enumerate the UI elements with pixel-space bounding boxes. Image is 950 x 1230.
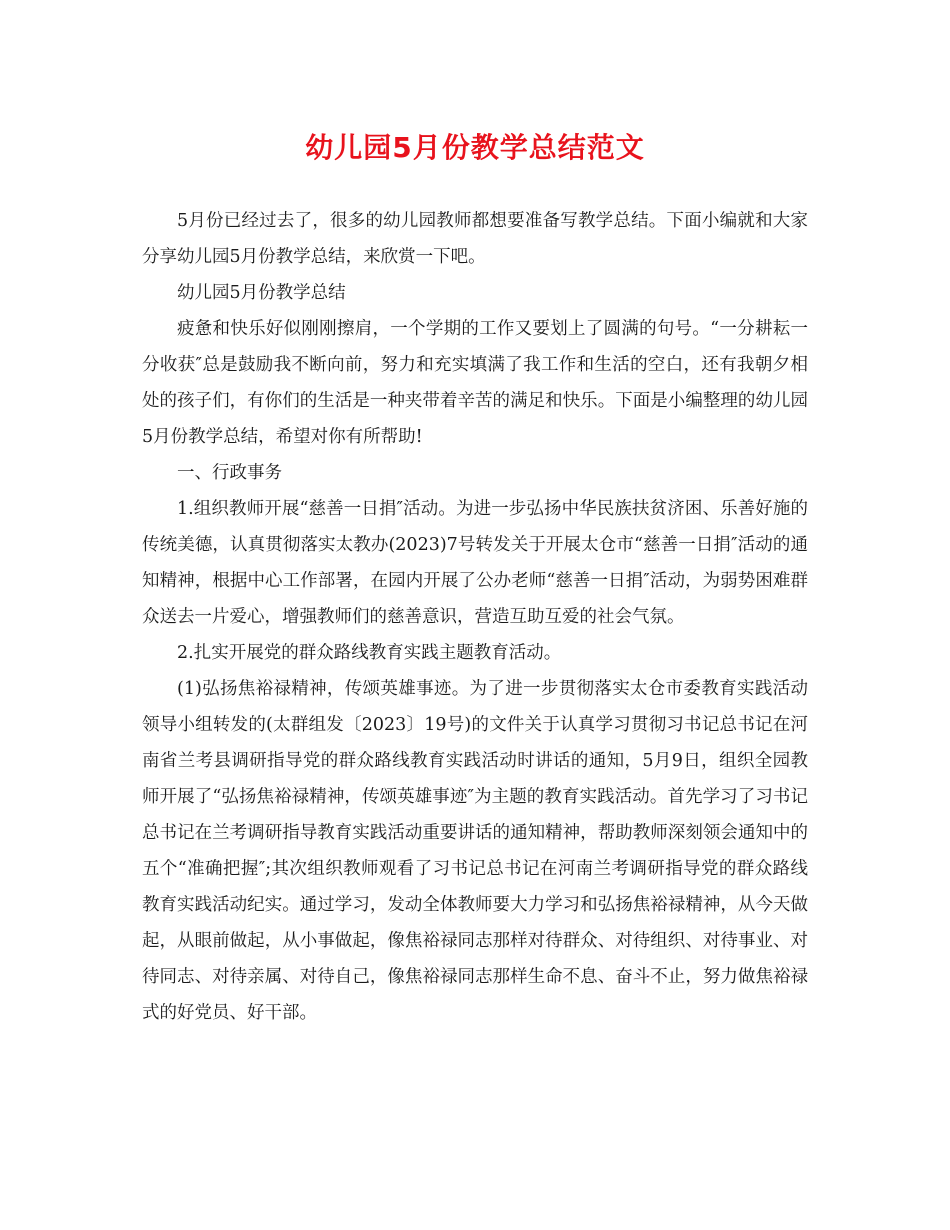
document-body xyxy=(142,203,808,1031)
body-paragraph: 2.扎实开展党的群众路线教育实践主题教育活动。 xyxy=(177,643,562,663)
body-paragraph: 1.组织教师开展“慈善一日捐″活动。为进一步弘扬中华民族扶贫济困、乐善好施的传统美德，认真贯彻落实太教办(2023)7号转发关于开展太仓市“慈善一日捐″活动的通知精神，根据中心工作部署，在园内开展了公办老师“慈善一日捐″活动，为弱势困难群众送去一片爱心，增强教师们的慈善意识，营造互助互爱的社会气氛。 xyxy=(142,499,808,627)
section-heading-admin: 一、行政事务 xyxy=(177,463,282,483)
intro-paragraph: 5月份已经过去了，很多的幼儿园教师都想要准备写教学总结。下面小编就和大家分享幼儿园5月份教学总结，来欣赏一下吧。 xyxy=(142,211,808,267)
body-paragraph: 疲惫和快乐好似刚刚擦肩，一个学期的工作又要划上了圆满的句号。“一分耕耘一分收获″总是鼓励我不断向前，努力和充实填满了我工作和生活的空白，还有我朝夕相处的孩子们，有你们的生活是一种夹带着辛苦的满足和快乐。下面是小编整理的幼儿园5月份教学总结，希望对你有所帮助! xyxy=(142,319,808,447)
body-paragraph: (1)弘扬焦裕禄精神，传颂英雄事迹。为了进一步贯彻落实太仓市委教育实践活动领导小组转发的(太群组发〔2023〕19号)的文件关于认真学习贯彻习书记总书记在河南省兰考县调研指导党的群众路线教育实践活动时讲话的通知，5月9日，组织全园教师开展了“弘扬焦裕禄精神，传颂英雄事迹″为主题的教育实践活动。首先学习了习书记总书记在兰考调研指导教育实践活动重要讲话的通知精神，帮助教师深刻领会通知中的五个“准确把握″;其次组织教师观看了习书记总书记在河南兰考调研指导党的群众路线教育实践活动纪实。通过学习，发动全体教师要大力学习和弘扬焦裕禄精神，从今天做起，从眼前做起，从小事做起，像焦裕禄同志那样对待群众、对待组织、对待事业、对待同志、对待亲属、对待自己，像焦裕禄同志那样生命不息、奋斗不止，努力做焦裕禄式的好党员、好干部。 xyxy=(142,679,808,1023)
document-title: 幼儿园5月份教学总结范文 xyxy=(305,131,645,164)
section-heading: 幼儿园5月份教学总结 xyxy=(177,283,346,303)
